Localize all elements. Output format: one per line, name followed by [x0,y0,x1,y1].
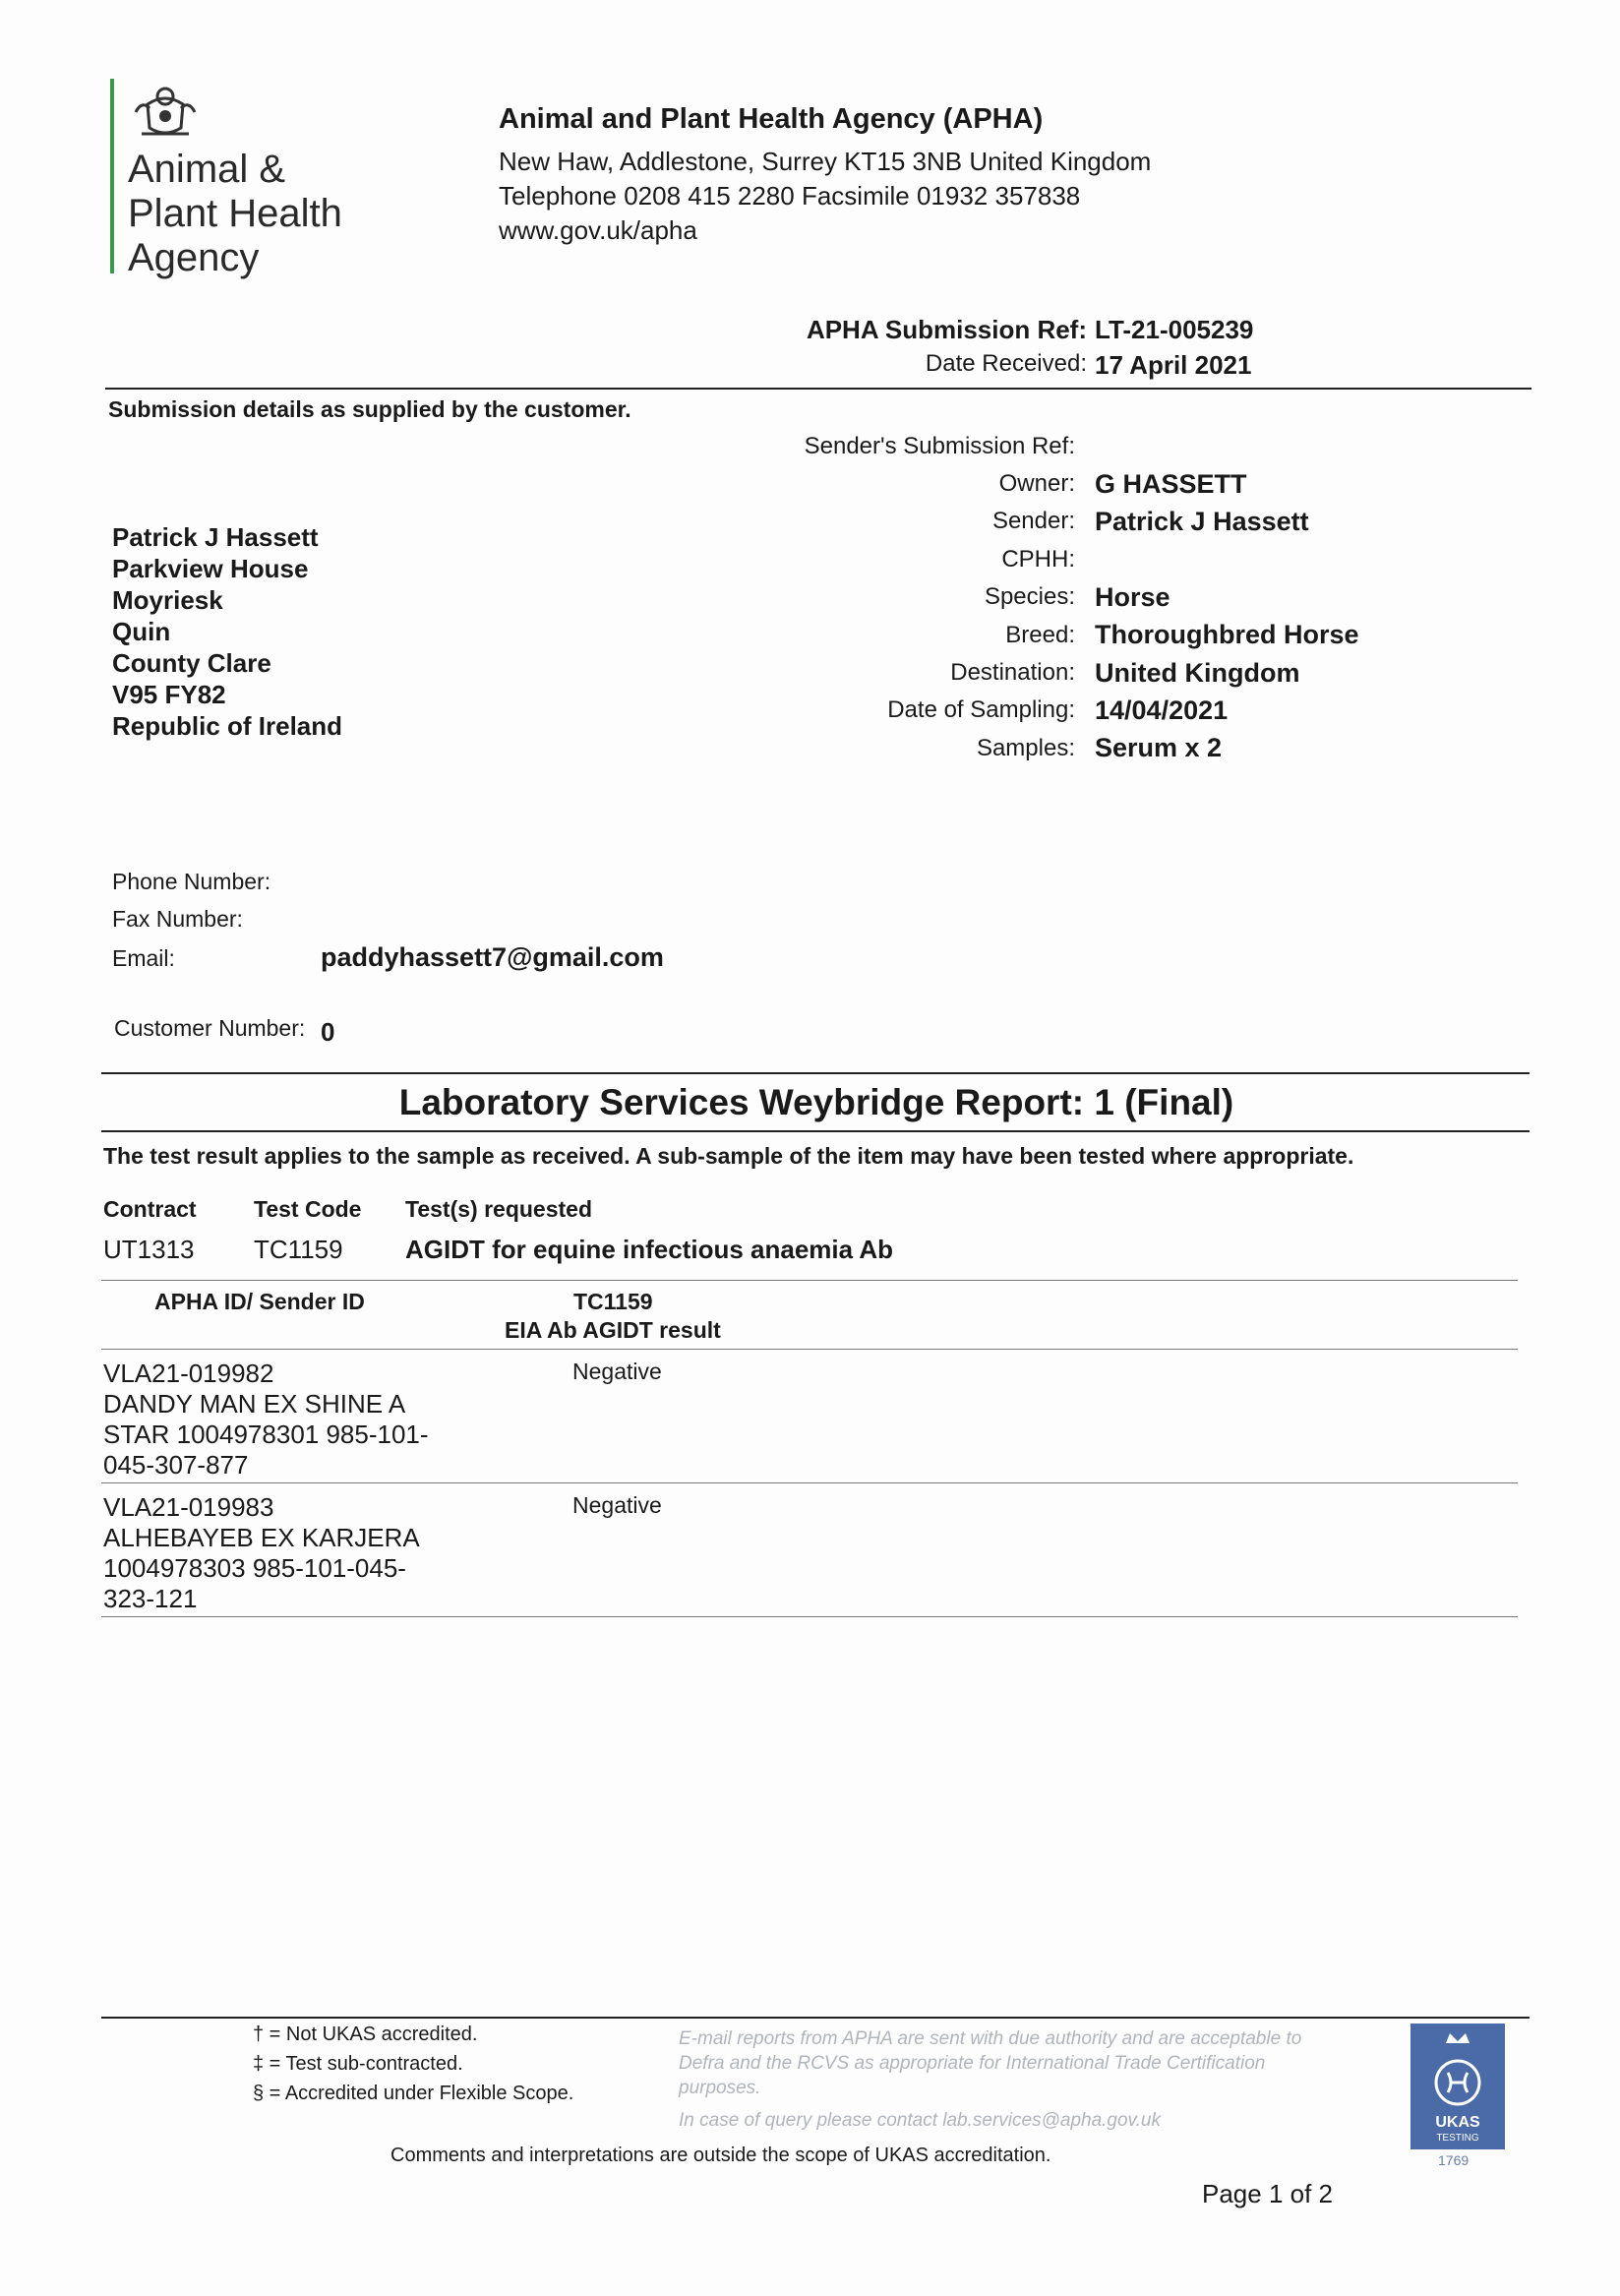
detail-value: 14/04/2021 [1095,695,1229,725]
query-note: In case of query please contact lab.services@apha.gov.uk [679,2110,1161,2131]
agency-website-link[interactable]: www.gov.uk/apha [499,215,697,245]
detail-label: Sender's Submission Ref: [804,433,1075,459]
test-requested-value: AGIDT for equine infectious anaemia Ab [405,1235,893,1264]
apha-id: VLA21-019982 [103,1359,274,1388]
detail-label: Species: [984,583,1075,610]
logo-line: Plant Health [128,192,342,235]
table-row [103,1359,438,1480]
address-line: Republic of Ireland [112,711,343,741]
date-received-value: 17 April 2021 [1095,350,1252,380]
table-rule [101,1482,1518,1483]
page-number: Page 1 of 2 [1202,2179,1333,2208]
table-rule [101,1280,1518,1281]
table-rule [101,1616,1518,1617]
phone-label: Phone Number: [112,869,271,894]
result-value: Negative [572,1492,662,1518]
result-column-name: EIA Ab AGIDT result [505,1317,721,1343]
detail-value: Patrick J Hassett [1095,507,1309,536]
address-line: Parkview House [112,554,309,583]
sender-id: DANDY MAN EX SHINE A STAR 1004978301 985-101-045-307-877 [103,1389,429,1480]
test-code-header: Test Code [254,1196,362,1222]
footnote-sub-contracted: ‡ = Test sub-contracted. [253,2053,463,2075]
table-rule [101,1349,1518,1350]
agency-address: New Haw, Addlestone, Surrey KT15 3NB United Kingdom [499,147,1152,176]
logo-line: Agency [128,236,260,279]
ukas-badge [1410,2024,1505,2149]
submission-ref-value: LT-21-005239 [1095,315,1254,344]
address-line: County Clare [112,648,271,678]
agency-name: Animal and Plant Health Agency (APHA) [499,103,1044,135]
detail-value: Serum x 2 [1095,733,1223,762]
detail-label: Sender: [991,508,1075,534]
email-link[interactable]: paddyhassett7@gmail.com [321,942,664,972]
result-column-code: TC1159 [573,1289,653,1314]
divider [101,2017,1530,2019]
royal-crest-icon [128,83,203,142]
detail-value: United Kingdom [1095,658,1300,688]
footnote-not-accredited: † = Not UKAS accredited. [253,2024,478,2045]
result-value: Negative [572,1359,662,1384]
detail-value: Thoroughbred Horse [1095,620,1359,649]
address-line: Patrick J Hassett [112,522,319,552]
detail-label: Breed: [1005,622,1075,648]
report-title: Laboratory Services Weybridge Report: 1 (Final) [398,1082,1234,1122]
contract-value: UT1313 [103,1235,195,1264]
detail-value: Horse [1095,582,1170,612]
divider [101,1130,1530,1132]
agency-logo-text [128,148,342,280]
address-line: V95 FY82 [112,680,226,709]
address-line: Quin [112,617,171,646]
email-label: Email: [112,945,175,971]
tests-requested-header: Test(s) requested [405,1196,593,1222]
customer-number-value: 0 [321,1017,335,1047]
detail-label: CPHH: [1001,546,1075,573]
logo-line: Animal & [128,148,286,191]
detail-label: Destination: [950,659,1075,686]
email-report-note: E-mail reports from APHA are sent with due authority and are acceptable to Defra and the RCVS as appropriate for International Trade Certification purposes. [679,2028,1302,2098]
address-line: Moyriesk [112,585,223,615]
agency-phone: Telephone 0208 415 2280 Facsimile 01932 357838 [499,181,1081,211]
ukas-comment: Comments and interpretations are outside the scope of UKAS accreditation. [390,2145,1051,2166]
supplied-note: Submission details as supplied by the customer. [108,396,631,422]
customer-number-label: Customer Number: [114,1015,306,1041]
logo-accent-bar [110,79,114,273]
test-code-value: TC1159 [254,1235,343,1264]
ukas-label: UKAS [1435,2114,1480,2131]
table-row [103,1492,438,1614]
customer-address [112,521,342,742]
date-received-label: Date Received: [925,350,1087,377]
footnote-flexible-scope: § = Accredited under Flexible Scope. [253,2083,574,2104]
detail-value: G HASSETT [1095,469,1247,499]
scope-note: The test result applies to the sample as received. A sub-sample of the item may have been tested where appropriate. [103,1143,1354,1169]
ukas-number: 1769 [1438,2152,1470,2168]
ukas-sub-label: TESTING [1436,2133,1479,2144]
detail-label: Samples: [976,735,1075,761]
contract-header: Contract [103,1196,197,1222]
detail-label: Date of Sampling: [887,696,1075,723]
submission-ref-label: APHA Submission Ref: [806,315,1087,344]
divider [105,388,1531,390]
fax-label: Fax Number: [112,906,243,932]
sender-id: ALHEBAYEB EX KARJERA 1004978303 985-101-045-323-121 [103,1523,419,1613]
apha-id: VLA21-019983 [103,1492,274,1522]
id-column-header: APHA ID/ Sender ID [154,1289,365,1314]
divider [101,1072,1530,1074]
detail-label: Owner: [998,470,1075,497]
